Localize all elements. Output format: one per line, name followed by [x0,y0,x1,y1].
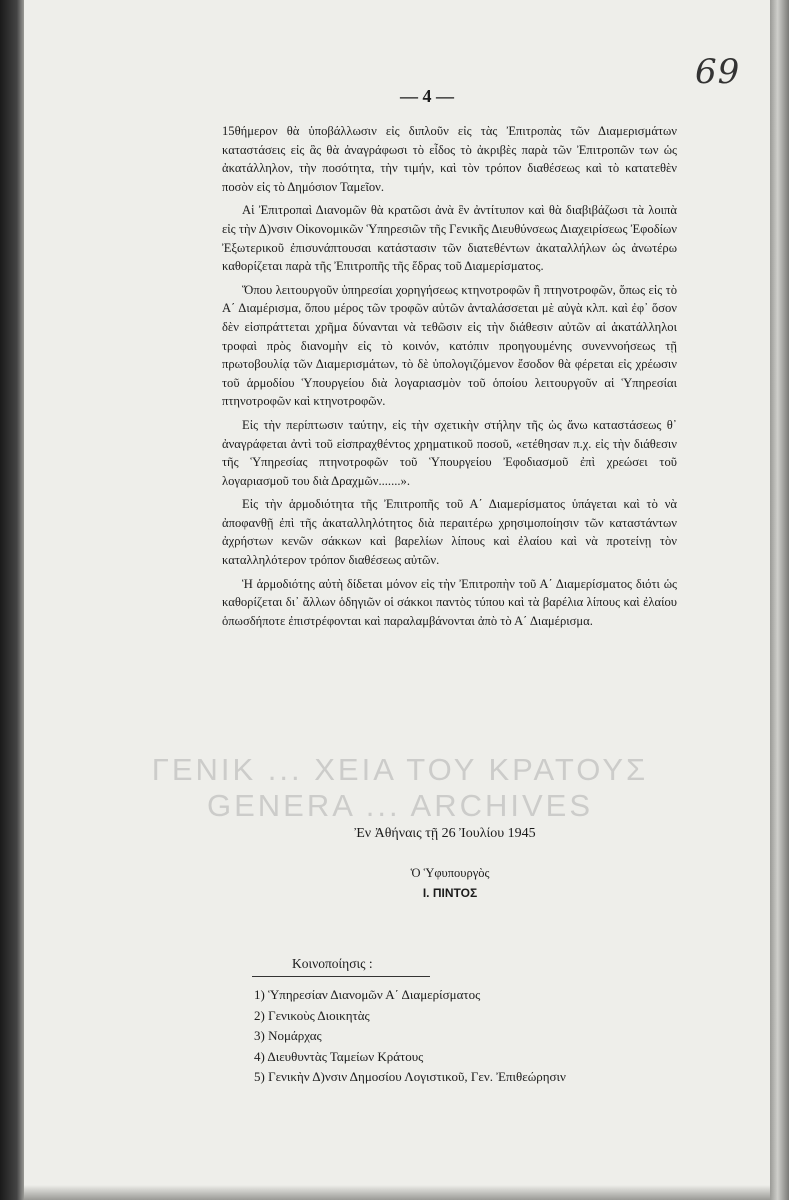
page-number: — 4 — [400,86,454,106]
watermark-line-english: GENERA ... ARCHIVES [206,788,594,823]
distribution-list [254,985,714,1088]
paragraph: Ἡ ἁρμοδιότης αὐτὴ δίδεται μόνον εἰς τὴν Ἐπιτροπὴν τοῦ Α΄ Διαμερίσματος διότι ὡς καθορίζεται δι᾽ ἄλλων ὁδηγιῶν οἱ σάκκοι παντὸς τύπου καὶ τὰ βαρέλια λίπους καὶ ἐλαίου ὁπωσδήποτε ἐπιστρέφονται καὶ παραλαμβάνονται ἀπὸ τὸ Α΄ Διαμέρισμα. [222,576,677,628]
signatory-name: Ι. ΠΙΝΤΟΣ [422,886,478,900]
paragraph: Εἰς τὴν περίπτωσιν ταύτην, εἰς τὴν σχετικὴν στήλην τῆς ὡς ἄνω καταστάσεως θ᾽ ἀναγράφεται ἀντὶ τοῦ εἰσπραχθέντος χρηματικοῦ ποσοῦ, «ετέθησαν π.χ. εἰς τὴν διάθεσιν τῆς Ὑπηρεσίας πτηνοτροφῶν τοῦ Ὑπουργείου Ἐφοδιασμοῦ ἐπὶ χρεώσει τοῦ λογαριασμοῦ του διὰ Δραχμῶν.......». [222,417,677,488]
scan-bottom-edge [24,1185,770,1200]
list-item: 3) Νομάρχας [254,1028,322,1043]
list-item: 5) Γενικὴν Δ)νσιν Δημοσίου Λογιστικοῦ, Γεν. Ἐπιθεώρησιν [254,1069,566,1084]
list-item: 2) Γενικοὺς Διοικητὰς [254,1007,370,1023]
scan-left-edge [0,0,24,1200]
list-item: 4) Διευθυντὰς Ταμείων Κράτους [254,1048,424,1064]
list-item: 1) Ὑπηρεσίαν Διανομῶν Α΄ Διαμερίσματος [254,987,481,1002]
paragraph: Ὅπου λειτουργοῦν ὑπηρεσίαι χορηγήσεως κτηνοτροφῶν ἢ πτηνοτροφῶν, ὅπως εἰς τὸ Α΄ Διαμέρισμα, ὅπου μέρος τῶν τροφῶν αὐτῶν ἀνταλάσσεται μὲ αὐγὰ κλπ. καὶ ἐφ᾽ ὅσον δὲν εἰσπράττεται χρῆμα δύνανται νὰ τεθῶσιν εἰς τὴν διάθεσιν αὐτῶν αἱ ἀκατάλληλοι τροφαὶ πρὸς διανομὴν εἰς τὸ κοινόν, κατόπιν προηγουμένης συνεννοήσεως τῇ πρωτοβουλίᾳ τῶν Διαμερισμάτων, τὸ δὲ ὑπολογιζόμενον ἔσοδον θὰ φέρεται εἰς χρέωσιν τοῦ ἁρμοδίου Ὑπουργείου διὰ λογαριασμὸν τοῦ ὁποίου λειτουργοῦν αἱ Ὑπηρεσίαι πτηνοτροφῶν καὶ κτηνοτροφῶν. [222,282,677,409]
watermark-line-greek: ΓΕΝΙΚ ... ΧΕΙΑ ΤΟΥ ΚΡΑΤΟΥΣ [151,752,649,787]
paragraph: Αἱ Ἐπιτροπαὶ Διανομῶν θὰ κρατῶσι ἀνὰ ἓν ἀντίτυπον καὶ θὰ διαβιβάζωσι τὰ λοιπὰ εἰς τὴν Δ)νσιν Οἰκονομικῶν Ὑπηρεσιῶν τῆς Γενικῆς Διευθύνσεως Διαχειρίσεως Ἐφοδίων Ἐξωτερικοῦ ἐπισυνάπτουσαι κατάστασιν τῶν διατεθέντων ἀκαταλλήλων ὡς ἀνωτέρω καθορίζεται παρὰ τῆς Ἐπιτροπῆς τῆς ἕδρας τοῦ Διαμερίσματος. [222,203,677,274]
distribution-divider [252,976,430,977]
distribution-heading: Κοινοποίησις : [292,956,373,971]
scan-right-edge [770,0,789,1200]
signatory-title: Ὁ Ὑφυπουργὸς [410,866,490,880]
date-line: Ἐν Ἀθήναις τῇ 26 Ἰουλίου 1945 [354,826,536,841]
paragraph: 15θήμερον θὰ ὑποβάλλωσιν εἰς διπλοῦν εἰς τὰς Ἐπιτροπὰς τῶν Διαμερισμάτων καταστάσεις εἰς ἃς θὰ ἀναγράφωσι τὸ εἶδος τὸ ἀκριβὲς παρὰ τῶν Ἐπιτροπῶν των ὡς ἀκατάλληλον, τὴν ποσότητα, τὴν τιμήν, καὶ τὸν τρόπον διαθέσεως καὶ τὸ κατατεθὲν ποσὸν εἰς τὸ Δημόσιον Ταμεῖον. [222,124,677,194]
paragraph: Εἰς τὴν ἁρμοδιότητα τῆς Ἐπιτροπῆς τοῦ Α΄ Διαμερίσματος ὑπάγεται καὶ τὸ νὰ ἀποφανθῇ ἐπὶ τῆς ἀκαταλληλότητος διὰ περαιτέρω χρησιμοποίησιν τῶν καταστάντων ἀχρήστων κενῶν σάκκων καὶ βαρελίων λίπους καὶ ἐλαίου καὶ νὰ προτείνῃ τὸν καταλληλότερον τρόπον διαθέσεως αὐτῶν. [222,497,677,568]
document-body [222,122,677,635]
handwritten-page-number: 69 [695,52,741,92]
